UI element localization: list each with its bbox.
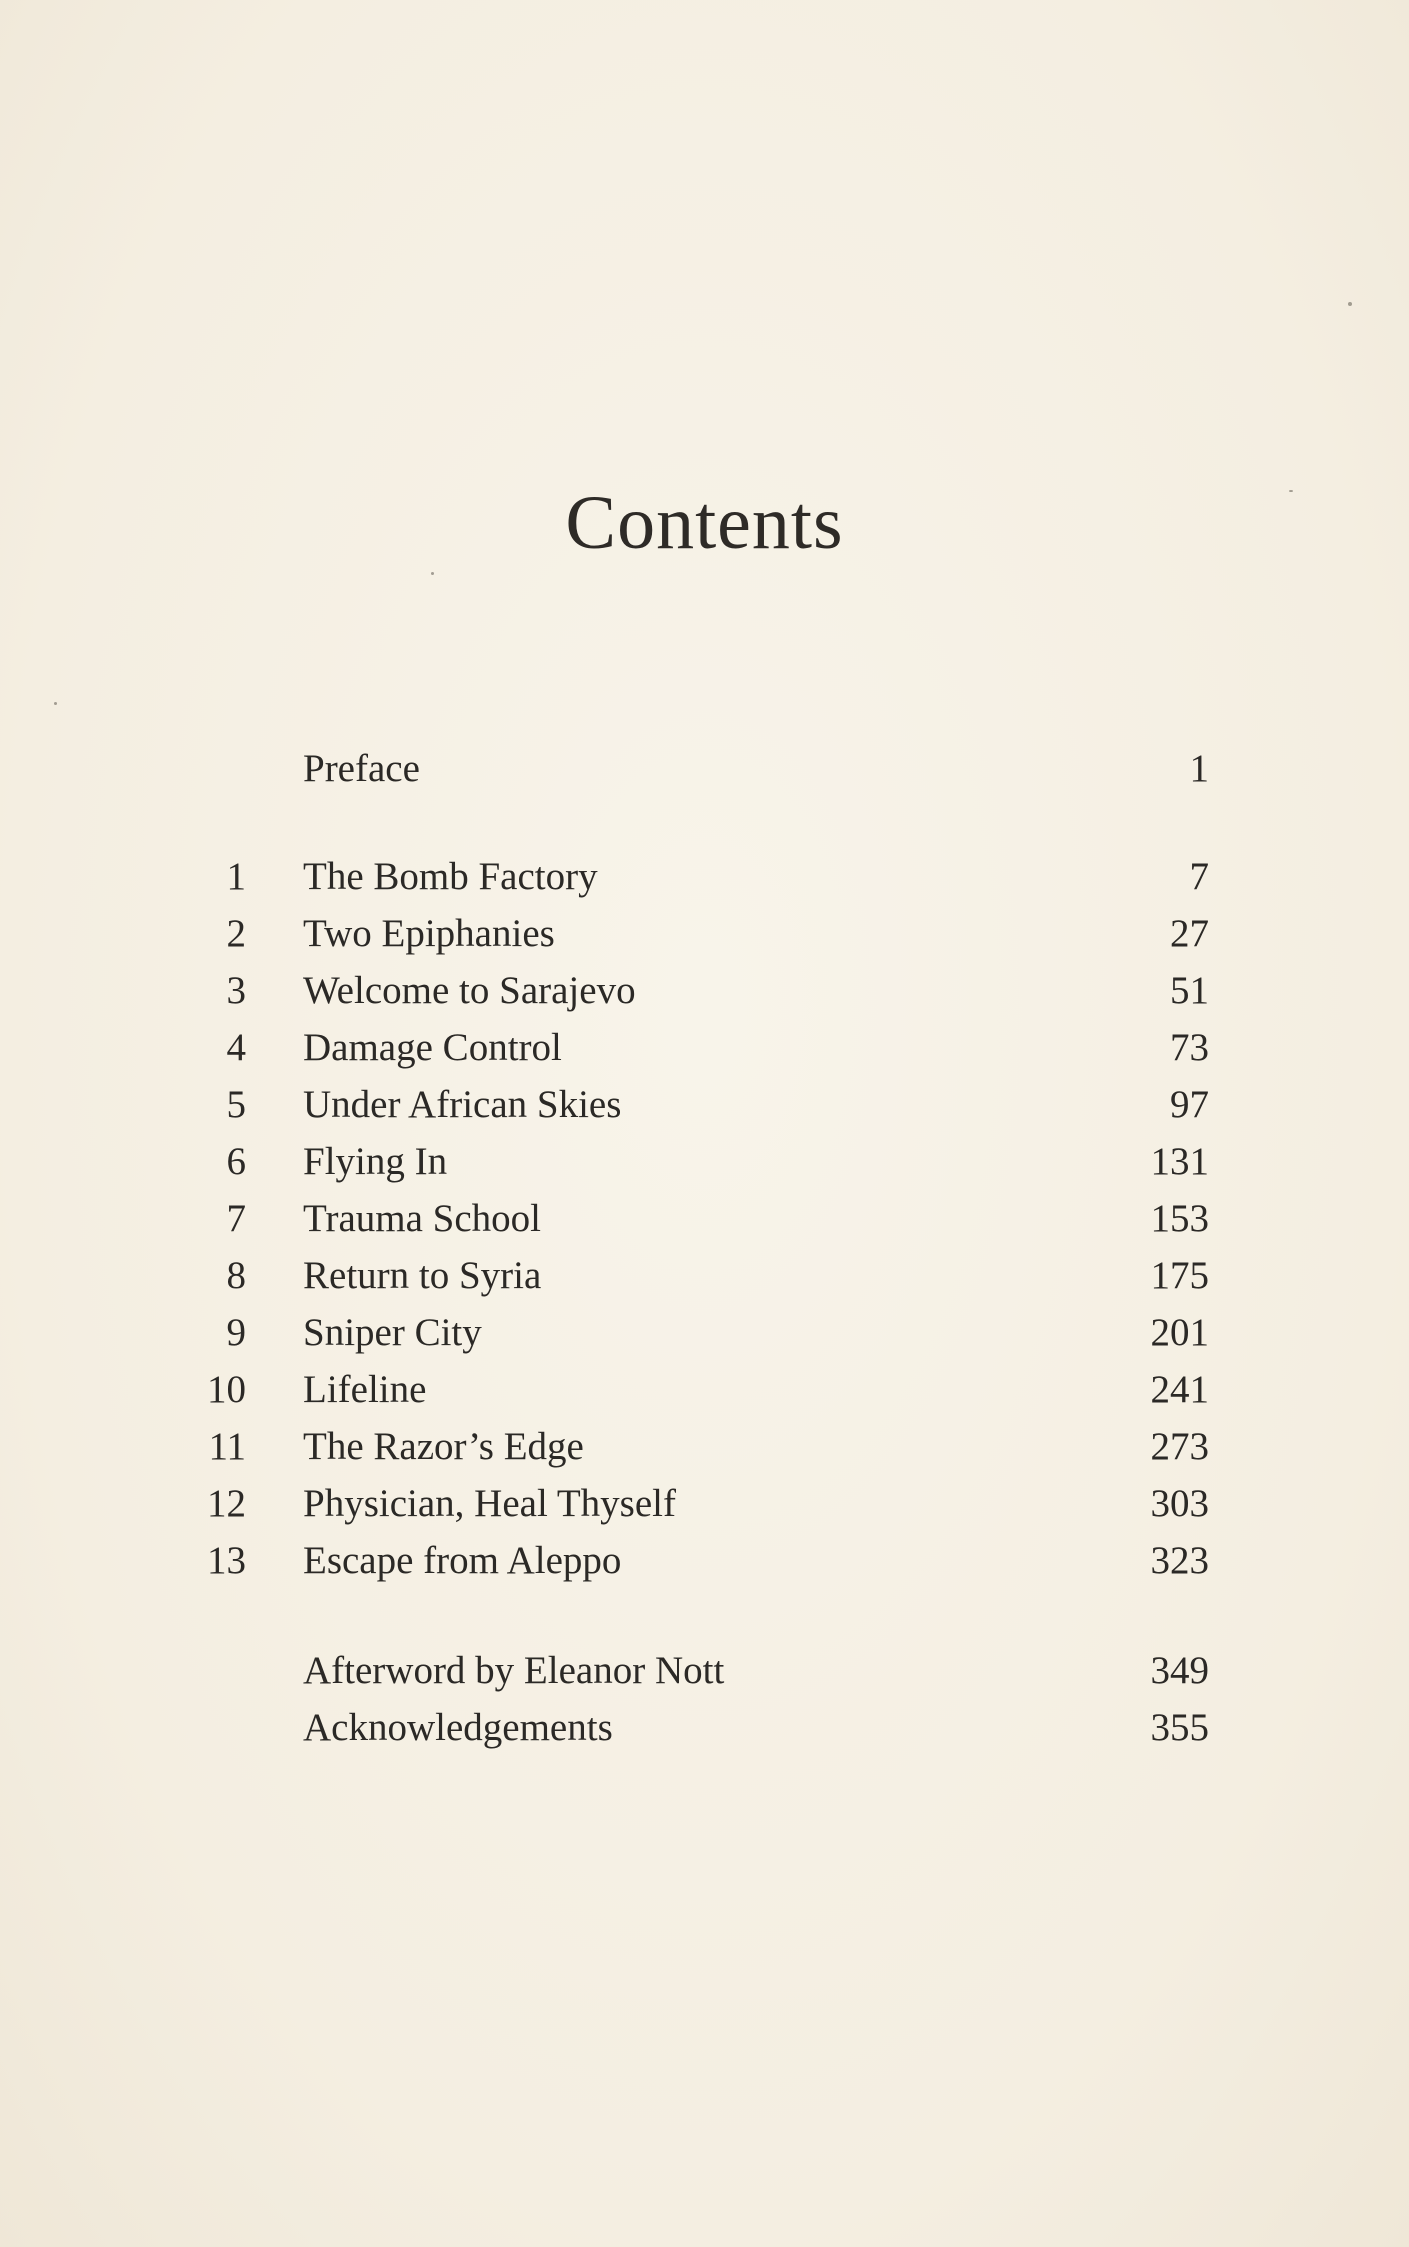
chapter-title: Return to Syria xyxy=(303,1254,542,1297)
toc-entry-acknowledgements xyxy=(0,1700,1409,1756)
chapter-title: Lifeline xyxy=(303,1368,427,1411)
toc-entry-chapter xyxy=(0,1191,1409,1247)
toc-entry-chapter xyxy=(0,1305,1409,1361)
chapter-number: 11 xyxy=(208,1425,246,1468)
chapter-number: 2 xyxy=(226,912,246,955)
chapter-title: The Bomb Factory xyxy=(303,855,598,898)
chapter-title: The Razor’s Edge xyxy=(303,1425,584,1468)
chapter-page: 175 xyxy=(1150,1254,1209,1297)
chapter-page: 7 xyxy=(1189,855,1209,898)
chapter-title: Sniper City xyxy=(303,1311,482,1354)
toc-entry-preface xyxy=(0,741,1409,797)
chapter-page: 27 xyxy=(1170,912,1209,955)
chapter-number: 5 xyxy=(226,1083,246,1126)
chapter-number: 13 xyxy=(207,1539,246,1582)
toc-entry-chapter xyxy=(0,906,1409,962)
toc-entry-label: Afterword by Eleanor Nott xyxy=(303,1649,725,1692)
toc-entry-page: 349 xyxy=(1150,1649,1209,1692)
chapter-page: 201 xyxy=(1150,1311,1209,1354)
page-title: Contents xyxy=(565,481,844,565)
chapter-page: 323 xyxy=(1150,1539,1209,1582)
toc-entry-chapter xyxy=(0,963,1409,1019)
chapter-page: 51 xyxy=(1170,969,1209,1012)
toc-entry-chapter xyxy=(0,1362,1409,1418)
chapter-page: 97 xyxy=(1170,1083,1209,1126)
chapter-number: 3 xyxy=(226,969,246,1012)
chapter-number: 7 xyxy=(226,1197,246,1240)
toc-entry-chapter xyxy=(0,1419,1409,1475)
chapter-title: Physician, Heal Thyself xyxy=(303,1482,676,1525)
chapter-title: Under African Skies xyxy=(303,1083,622,1126)
toc-entry-page: 355 xyxy=(1150,1706,1209,1749)
chapter-page: 241 xyxy=(1150,1368,1209,1411)
paper-speck xyxy=(1289,490,1293,492)
chapter-title: Flying In xyxy=(303,1140,448,1183)
chapter-title: Escape from Aleppo xyxy=(303,1539,622,1582)
toc-entry-afterword xyxy=(0,1643,1409,1699)
paper-speck xyxy=(431,572,434,575)
toc-entry-chapter xyxy=(0,1020,1409,1076)
chapter-title: Trauma School xyxy=(303,1197,541,1240)
chapter-page: 73 xyxy=(1170,1026,1209,1069)
chapter-page: 131 xyxy=(1150,1140,1209,1183)
toc-entry-chapter xyxy=(0,1077,1409,1133)
paper-speck xyxy=(1348,302,1352,306)
chapter-title: Welcome to Sarajevo xyxy=(303,969,636,1012)
chapter-page: 153 xyxy=(1150,1197,1209,1240)
chapter-title: Two Epiphanies xyxy=(303,912,555,955)
toc-entry-chapter xyxy=(0,1533,1409,1589)
chapter-number: 12 xyxy=(207,1482,246,1525)
chapter-number: 1 xyxy=(226,855,246,898)
chapter-title: Damage Control xyxy=(303,1026,562,1069)
toc-entry-chapter xyxy=(0,1134,1409,1190)
chapter-number: 10 xyxy=(207,1368,246,1411)
chapter-number: 8 xyxy=(226,1254,246,1297)
toc-entry-chapter xyxy=(0,1248,1409,1304)
paper-speck xyxy=(54,702,57,705)
chapter-page: 303 xyxy=(1150,1482,1209,1525)
toc-entry-chapter xyxy=(0,1476,1409,1532)
chapter-number: 9 xyxy=(226,1311,246,1354)
chapter-page: 273 xyxy=(1150,1425,1209,1468)
chapter-number: 4 xyxy=(226,1026,246,1069)
toc-entry-page: 1 xyxy=(1189,747,1209,790)
toc-entry-chapter xyxy=(0,849,1409,905)
toc-entry-label: Preface xyxy=(303,747,420,790)
toc-entry-label: Acknowledgements xyxy=(303,1706,613,1749)
chapter-number: 6 xyxy=(226,1140,246,1183)
